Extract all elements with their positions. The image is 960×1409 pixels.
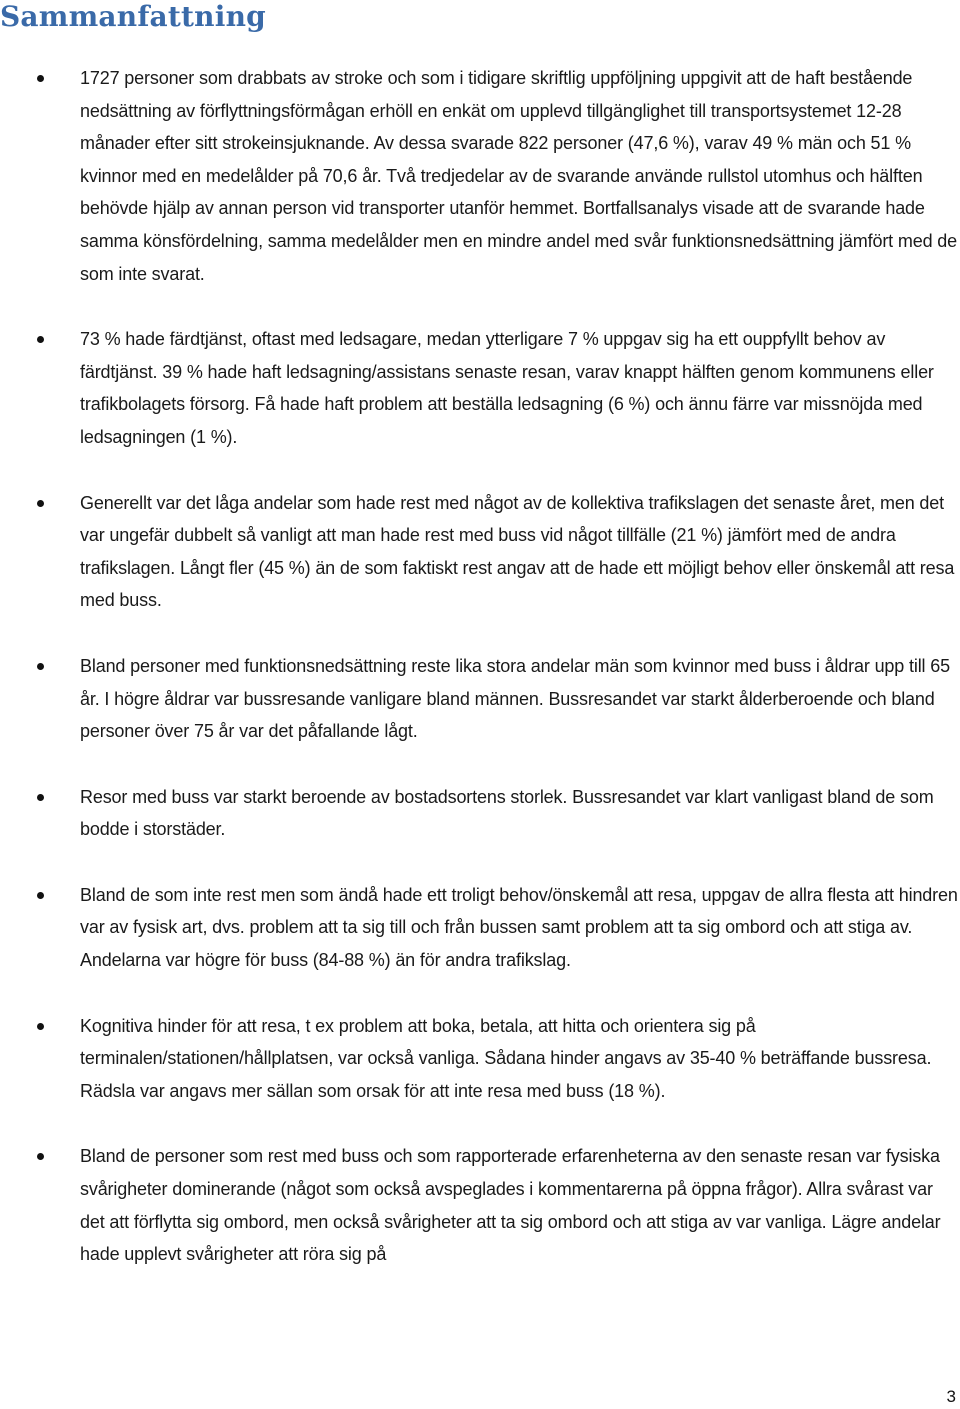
bullet-icon bbox=[37, 500, 44, 507]
bullet-icon bbox=[37, 663, 44, 670]
bullet-text: 1727 personer som drabbats av stroke och som i tidigare skriftlig uppföljning uppgivit att de haft bestående nedsättning av förflyttningsförmågan erhöll en enkät om upplevd tillgänglighet till transportsystemet 12-28 månader efter sitt strokeinsjuknande. Av dessa svarade 822 personer (47,6 %), varav 49 % män och 51 % kvinnor med en medelålder på 70,6 år. Två tredjedelar av de svarande använde rullstol utomhus och hälften behövde hjälp av annan person vid transporter utanför hemmet. Bortfallsanalys visade att de svarande hade samma könsfördelning, samma medelålder men en mindre andel med svår funktionsnedsättning jämfört med de som inte svarat. bbox=[80, 68, 958, 284]
summary-bullet-item bbox=[0, 62, 960, 290]
bullet-text: Bland personer med funktionsnedsättning reste lika stora andelar män som kvinnor med buss i åldrar upp till 65 år. I högre åldrar var bussresande vanligare bland männen. Bussresandet var starkt ålderberoende och bland personer över 75 år var det påfallande lågt. bbox=[80, 655, 950, 742]
summary-bullet-item bbox=[0, 487, 960, 617]
bullet-icon bbox=[37, 1153, 44, 1160]
bullet-icon bbox=[37, 794, 44, 801]
summary-bullet-list bbox=[0, 62, 960, 1304]
summary-bullet-item bbox=[0, 781, 960, 846]
summary-bullet-item bbox=[0, 879, 960, 977]
bullet-text: Kognitiva hinder för att resa, t ex problem att boka, betala, att hitta och orientera sig på terminalen/stationen/hållplatsen, var också vanliga. Sådana hinder angavs av 35-40 % beträffande bussresa. Rädsla var angavs mer sällan som orsak för att inte resa med buss (18 %). bbox=[80, 1015, 932, 1101]
bullet-text: 73 % hade färdtjänst, oftast med ledsagare, medan ytterligare 7 % uppgav sig ha ett ouppfyllt behov av färdtjänst. 39 % hade haft ledsagning/assistans senaste resan, varav knappt hälften genom kommunens eller trafikbolagets försorg. Få hade haft problem att beställa ledsagning (6 %) och ännu färre var missnöjda med ledsagningen (1 %). bbox=[80, 329, 934, 447]
bullet-icon bbox=[37, 75, 44, 82]
bullet-text: Bland de som inte rest men som ändå hade ett troligt behov/önskemål att resa, uppgav de allra flesta att hindren var av fysisk art, dvs. problem att ta sig till och från bussen samt problem att ta sig ombord och att stiga av. Andelarna var högre för buss (84-88 %) än för andra trafikslag. bbox=[80, 884, 958, 971]
bullet-text: Generellt var det låga andelar som hade rest med något av de kollektiva trafikslagen det senaste året, men det var ungefär dubbelt så vanligt att man hade rest med buss vid något tillfälle (21 %) jämfört med de andra trafikslagen. Långt fler (45 %) än de som faktiskt rest angav att de hade ett möjligt behov eller önskemål att resa med buss. bbox=[80, 492, 955, 611]
summary-bullet-item bbox=[0, 1010, 960, 1108]
bullet-text: Resor med buss var starkt beroende av bostadsortens storlek. Bussresandet var klart vanligast bland de som bodde i storstäder. bbox=[80, 786, 934, 840]
summary-bullet-item bbox=[0, 1140, 960, 1270]
summary-bullet-item bbox=[0, 650, 960, 748]
bullet-icon bbox=[37, 336, 44, 343]
bullet-text: Bland de personer som rest med buss och som rapporterade erfarenheterna av den senaste resan var fysiska svårigheter dominerande (något som också avspeglades i kommentarerna på öppna frågor). Allra svårast var det att förflytta sig ombord, men också svårigheter att ta sig ombord och att stiga av var vanliga. Lägre andelar hade upplevt svårigheter att röra sig på bbox=[80, 1146, 941, 1265]
bullet-icon bbox=[37, 892, 44, 899]
page-number: 3 bbox=[946, 1387, 956, 1406]
bullet-icon bbox=[37, 1023, 44, 1030]
summary-bullet-item bbox=[0, 323, 960, 453]
section-heading: Sammanfattning bbox=[0, 0, 266, 33]
